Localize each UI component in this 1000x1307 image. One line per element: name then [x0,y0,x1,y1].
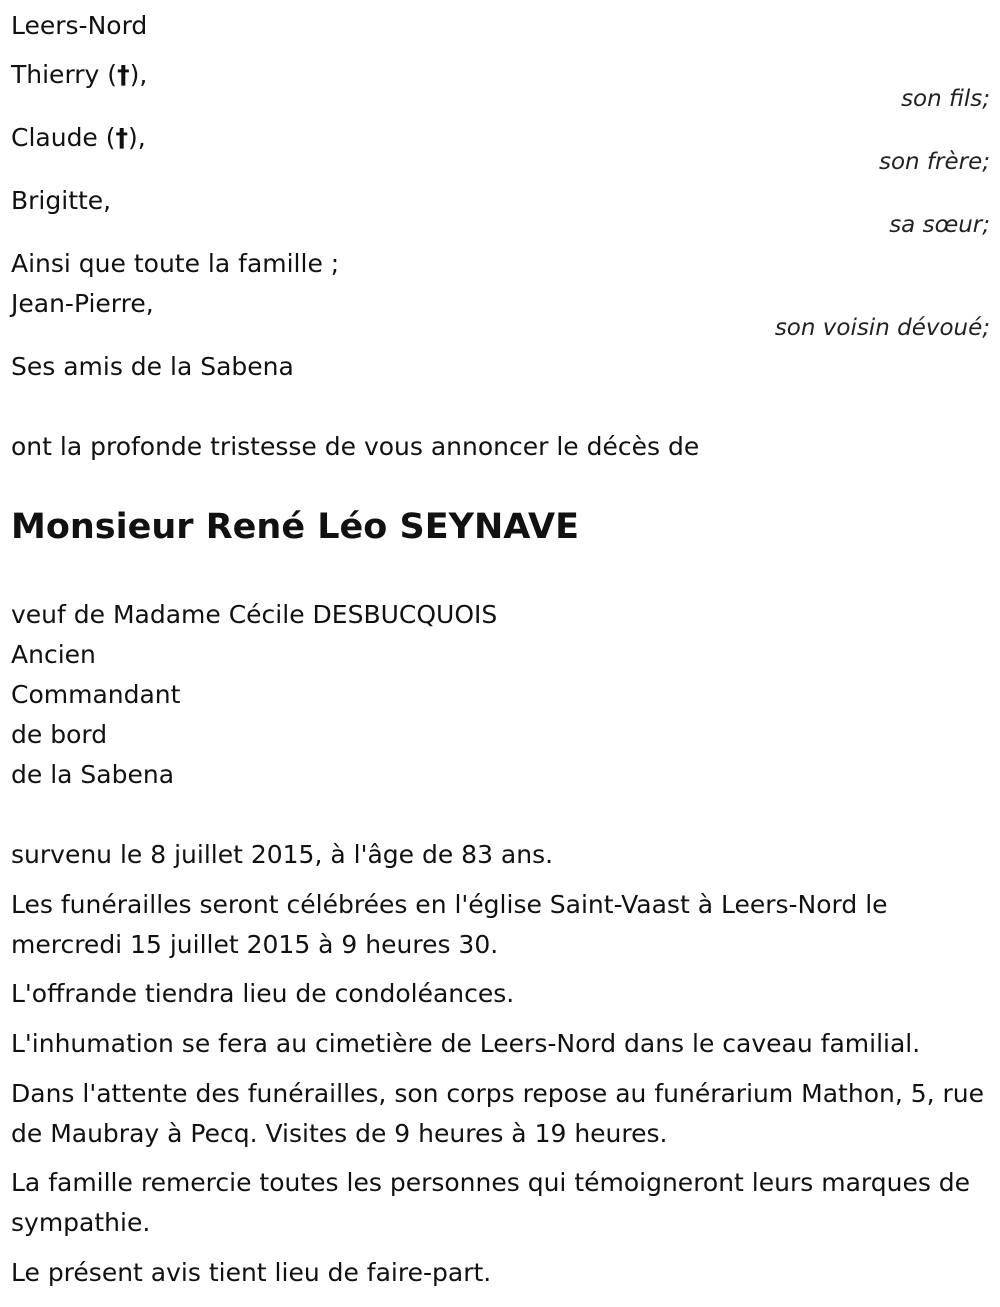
funeral-paragraph: Les funérailles seront célébrées en l'église Saint-Vaast à Leers-Nord le mercredi 15 juillet 2015 à 9 heures 30. [11,890,888,959]
offering-paragraph: L'offrande tiendra lieu de condoléances. [11,979,515,1008]
cross-icon: † [115,123,129,152]
family-member-name: Claude ( [11,123,116,152]
announcement-text: ont la profonde tristesse de vous annoncer le décès de [11,432,700,461]
deceased-detail-commander: Commandant [11,680,181,709]
family-whole: Ainsi que toute la famille ; [11,249,340,278]
relation-label-sister: sa sœur; [889,212,990,238]
family-member-brigitte: Brigitte, [11,186,112,215]
burial-paragraph: L'inhumation se fera au cimetière de Leers-Nord dans le caveau familial. [11,1029,921,1058]
family-member-suffix: ), [129,60,148,89]
friends-sabena: Ses amis de la Sabena [11,352,294,381]
location-heading: Leers-Nord [11,11,148,40]
deceased-detail-sabena: de la Sabena [11,760,175,789]
relation-label-son: son fils; [901,86,990,112]
deceased-detail-former: Ancien [11,640,96,669]
relation-label-neighbor: son voisin dévoué; [774,315,990,341]
family-member-thierry [11,55,147,95]
family-member-name: Thierry ( [11,60,118,89]
notice-paragraph: Le présent avis tient lieu de faire-part. [11,1258,492,1287]
family-member-suffix: ), [128,123,146,152]
cross-icon: † [117,60,130,89]
deceased-detail-onboard: de bord [11,720,108,749]
family-member-claude [11,118,146,158]
family-member-jean-pierre: Jean-Pierre, [11,289,154,318]
deceased-detail-widower: veuf de Madame Cécile DESBUCQUOIS [11,600,498,629]
death-date-paragraph: survenu le 8 juillet 2015, à l'âge de 83 ans. [11,840,554,869]
relation-label-brother: son frère; [878,149,990,175]
funerarium-paragraph: Dans l'attente des funérailles, son corps repose au funérarium Mathon, 5, rue de Maubray à Pecq. Visites de 9 heures à 19 heures. [11,1079,985,1148]
deceased-name: Monsieur René Léo SEYNAVE [11,507,579,547]
thanks-paragraph: La famille remercie toutes les personnes qui témoigneront leurs marques de sympathie. [11,1168,971,1237]
